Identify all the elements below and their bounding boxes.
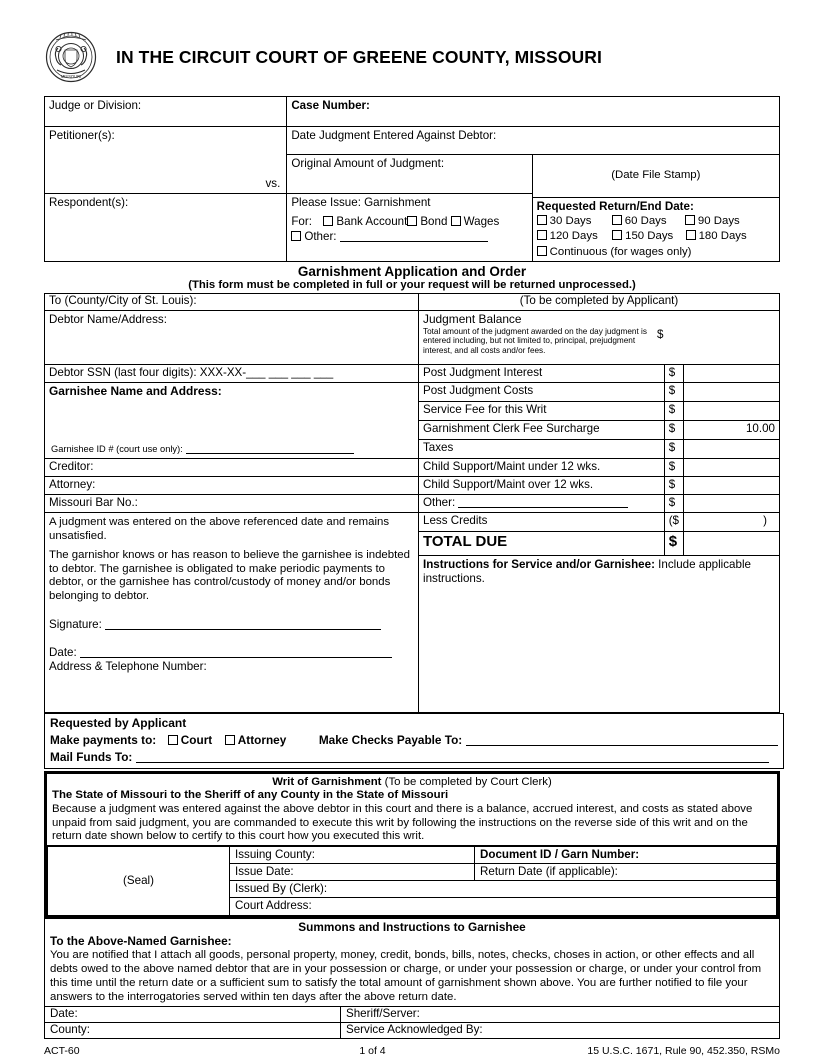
currency-symbol: $ xyxy=(664,383,683,402)
checkbox-90-days[interactable]: 90 Days xyxy=(685,215,740,227)
currency-symbol: $ xyxy=(664,421,683,440)
original-amount-label: Original Amount of Judgment: xyxy=(291,157,445,170)
writ-state-line: The State of Missouri to the Sheriff of any County in the State of Missouri xyxy=(52,789,449,802)
writ-header: Writ of Garnishment (To be completed by Court Clerk) The State of Missouri to the Sheriff of any County in the State of Missouri Because a judgment was entered against the above debtor in this court and there is a balance, accrued interest, and costs as stated above unpaid from said judgment, you are commanded to execute this writ by following the instructions on the reverse side of this writ and on the return date shown below to certify to this court how you executed this writ. xyxy=(47,774,777,845)
issued-by-clerk-label: Issued By (Clerk): xyxy=(235,882,328,896)
attorney-label: Attorney: xyxy=(49,478,96,492)
amount-label-cell: Taxes xyxy=(419,440,665,459)
garnishee-name-address-cell[interactable] xyxy=(45,383,419,459)
checkbox-120-days[interactable]: 120 Days xyxy=(537,230,598,242)
checkbox-icon[interactable] xyxy=(612,230,622,240)
attorney-cell[interactable] xyxy=(45,477,419,495)
checkbox-icon[interactable] xyxy=(407,216,417,226)
case-number-label: Case Number: xyxy=(291,99,370,112)
case-caption-table xyxy=(44,96,780,262)
checkbox-30-days[interactable]: 30 Days xyxy=(537,215,592,227)
checkbox-court[interactable]: Court xyxy=(168,733,212,747)
judge-or-division-label: Judge or Division: xyxy=(49,99,142,112)
currency-symbol: $ xyxy=(664,440,683,459)
amount-label-cell: Child Support/Maint under 12 wks. xyxy=(419,459,665,477)
page-header xyxy=(44,26,780,88)
service-acknowledged-label: Service Acknowledged By: xyxy=(346,1023,483,1037)
table-row xyxy=(45,714,784,768)
affidavit-paragraph-2: The garnishor knows or has reason to believe the garnishee is indebted to debtor. The garnishee is obligated to make periodic payments to debtor, or the garnishee has control/custody of money and/or bonds belonging to debtor. xyxy=(49,548,410,603)
page-footer xyxy=(44,1045,780,1057)
amount-value-cell[interactable] xyxy=(684,365,780,383)
amount-label-cell: Child Support/Maint over 12 wks. xyxy=(419,477,665,495)
court-address-cell[interactable] xyxy=(230,898,777,915)
table-row xyxy=(45,365,780,383)
less-credits-label-cell: Less Credits xyxy=(419,513,665,532)
debtor-ssn-label: Debtor SSN (last four digits): XXX-XX-___ ___ ___ ___ xyxy=(49,366,334,380)
other-input-line[interactable] xyxy=(340,241,488,242)
summons-body-cell xyxy=(45,919,780,1007)
petitioners-label: Petitioner(s): xyxy=(49,129,115,142)
summons-to-label: To the Above-Named Garnishee: xyxy=(50,934,232,949)
debtor-name-address-cell[interactable] xyxy=(45,311,419,365)
issuing-county-label: Issuing County: xyxy=(235,848,315,862)
amount-label-cell: Service Fee for this Writ xyxy=(419,402,665,421)
checkbox-180-days[interactable]: 180 Days xyxy=(686,230,747,242)
date-file-stamp-cell xyxy=(532,155,779,262)
case-number-cell[interactable] xyxy=(287,97,780,127)
checkbox-icon[interactable] xyxy=(686,230,696,240)
checkbox-bond[interactable]: Bond xyxy=(407,215,447,228)
return-date-cell[interactable] xyxy=(475,864,777,881)
date-file-stamp-label: (Date File Stamp) xyxy=(611,169,701,181)
table-row xyxy=(45,311,780,365)
service-date-label: Date: xyxy=(50,1007,78,1021)
table-row xyxy=(45,383,780,402)
respondents-label: Respondent(s): xyxy=(49,195,129,209)
page-title: IN THE CIRCUIT COURT OF GREENE COUNTY, MISSOURI xyxy=(116,46,602,67)
legal-citation: 15 U.S.C. 1671, Rule 90, 452.350, RSMo xyxy=(587,1045,780,1057)
table-row xyxy=(45,127,780,155)
currency-symbol: $ xyxy=(664,477,683,495)
amount-label-cell: Garnishment Clerk Fee Surcharge xyxy=(419,421,665,440)
table-row xyxy=(45,477,780,495)
date-input[interactable] xyxy=(80,657,392,658)
service-instructions-label: Instructions for Service and/or Garnishee: xyxy=(423,557,655,571)
make-checks-payable-label: Make Checks Payable To: xyxy=(318,732,463,747)
issue-date-label: Issue Date: xyxy=(235,865,294,879)
currency-symbol: ($ xyxy=(664,513,683,532)
service-acknowledged-cell[interactable] xyxy=(341,1023,780,1039)
please-issue-cell xyxy=(287,193,532,261)
table-row xyxy=(45,97,780,127)
petitioners-cell[interactable] xyxy=(45,127,287,194)
amount-value-cell[interactable] xyxy=(684,477,780,495)
table-row xyxy=(45,1023,780,1039)
currency-symbol: $ xyxy=(664,402,683,421)
creditor-label: Creditor: xyxy=(49,460,94,474)
amount-value-cell[interactable] xyxy=(684,459,780,477)
judge-or-division-cell[interactable] xyxy=(45,97,287,127)
please-issue-label: Please Issue: Garnishment xyxy=(291,195,431,209)
total-due-value[interactable] xyxy=(684,531,780,555)
less-credits-value-cell[interactable]: ) xyxy=(684,513,780,532)
seal-placeholder: (Seal) xyxy=(48,846,230,915)
other-amount-cell xyxy=(419,495,665,513)
debtor-ssn-cell[interactable] xyxy=(45,365,419,383)
garnishee-id-label: Garnishee ID # (court use only): xyxy=(51,444,183,455)
respondents-cell[interactable] xyxy=(45,193,287,261)
requested-by-applicant-table xyxy=(44,713,784,768)
service-date-cell[interactable] xyxy=(45,1007,341,1023)
table-row xyxy=(45,294,780,311)
checkbox-attorney[interactable]: Attorney xyxy=(225,733,287,747)
address-phone-label: Address & Telephone Number: xyxy=(49,660,207,674)
requested-by-applicant-cell xyxy=(45,714,784,768)
table-row xyxy=(45,459,780,477)
checkbox-icon[interactable] xyxy=(537,230,547,240)
checkbox-continuous[interactable]: Continuous (for wages only) xyxy=(537,246,692,258)
make-payments-to-label: Make payments to: xyxy=(50,732,157,747)
date-judgment-entered-cell[interactable] xyxy=(287,127,780,155)
affidavit-cell xyxy=(45,513,419,713)
mail-funds-to-label: Mail Funds To: xyxy=(50,750,133,765)
missouri-bar-no-cell[interactable] xyxy=(45,495,419,513)
signature-input[interactable] xyxy=(105,629,381,630)
requested-by-applicant-title: Requested by Applicant xyxy=(50,716,187,731)
checkbox-icon[interactable] xyxy=(451,216,461,226)
amount-value-cell[interactable] xyxy=(684,495,780,513)
service-county-label: County: xyxy=(50,1023,90,1037)
summons-body: You are notified that I attach all goods, personal property, money, credit, bonds, bills, notes, checks, choses in action, or other effects and all debts owed to the above named debtor that are in your possession or charge, or under your possession or charge, or under your control from this time until the return date or a sufficient sum to satisfy the total amount of garnishment shown above. You are further notified to file your answers to the interrogatories served within ten days after the above return date. xyxy=(50,949,762,1004)
judgment-balance-note: Total amount of the judgment awarded on the day judgment is entered including, but not limited to, principal, prejudgment interest, and all costs and/or fees. xyxy=(423,326,647,356)
garnishee-id-input[interactable] xyxy=(186,453,354,454)
mail-funds-to-input[interactable] xyxy=(136,762,769,763)
checkbox-60-days[interactable]: 60 Days xyxy=(612,215,667,227)
amount-value-cell[interactable] xyxy=(684,383,780,402)
checkbox-icon[interactable] xyxy=(612,215,622,225)
checkbox-icon[interactable] xyxy=(225,735,235,745)
currency-symbol: $ xyxy=(664,459,683,477)
debtor-name-address-label: Debtor Name/Address: xyxy=(49,313,167,327)
document-id-label: Document ID / Garn Number: xyxy=(480,848,640,862)
for-label: For: xyxy=(291,215,312,229)
other-amount-label: Other: xyxy=(423,496,456,510)
checkbox-icon[interactable] xyxy=(291,231,301,241)
form-id: ACT-60 xyxy=(44,1045,80,1057)
amount-value-cell[interactable]: 10.00 xyxy=(684,421,780,440)
total-due-label: TOTAL DUE xyxy=(419,531,665,555)
table-row xyxy=(45,513,780,532)
total-due-symbol: $ xyxy=(664,531,683,555)
make-checks-payable-input[interactable] xyxy=(466,745,778,746)
judgment-balance-label: Judgment Balance xyxy=(423,312,522,327)
form-subtitle: (This form must be completed in full or your request will be returned unprocessed.) xyxy=(188,279,636,292)
writ-of-garnishment-section xyxy=(44,771,780,919)
service-instructions-cell[interactable]: Instructions for Service and/or Garnishee: Include applicable instructions. xyxy=(419,555,780,713)
affidavit-paragraph-1: A judgment was entered on the above referenced date and remains unsatisfied. xyxy=(49,516,390,543)
requested-return-title: Requested Return/End Date: xyxy=(536,199,694,213)
checkbox-icon[interactable] xyxy=(537,246,547,256)
date-judgment-entered-label: Date Judgment Entered Against Debtor: xyxy=(291,129,497,142)
original-amount-cell[interactable] xyxy=(287,155,532,194)
currency-symbol: $ xyxy=(664,495,683,513)
return-date-label: Return Date (if applicable): xyxy=(480,865,618,879)
vs-label: vs. xyxy=(265,176,281,190)
checkbox-icon[interactable] xyxy=(685,215,695,225)
issued-by-clerk-cell[interactable] xyxy=(230,881,777,898)
table-row xyxy=(45,495,780,513)
currency-symbol: $ xyxy=(664,365,683,383)
checkbox-wages[interactable]: Wages xyxy=(451,215,500,228)
issue-date-cell[interactable] xyxy=(230,864,475,881)
missouri-state-seal-icon xyxy=(44,30,98,84)
table-row xyxy=(45,919,780,1007)
writ-body: Because a judgment was entered against the above debtor in this court and there is a balance, accrued interest, and costs as stated above unpaid from said judgment, you are commanded to execute this writ by following the instructions on the reverse side of this writ and on the return date shown below to certify to this court how you executed this writ. xyxy=(52,803,753,843)
summons-table xyxy=(44,919,780,1040)
amount-unpaid-header: (To be completed by Applicant) xyxy=(419,294,780,311)
document-id-cell[interactable] xyxy=(475,846,777,864)
sheriff-server-label: Sheriff/Server: xyxy=(346,1007,420,1021)
checkbox-150-days[interactable]: 150 Days xyxy=(612,230,673,242)
date-label: Date: xyxy=(49,646,77,660)
writ-title: Writ of Garnishment xyxy=(272,775,382,788)
checkbox-bank-account[interactable]: Bank Account xyxy=(323,215,407,228)
page-number: 1 of 4 xyxy=(359,1045,386,1057)
amount-value-cell[interactable] xyxy=(684,440,780,459)
issuing-county-cell[interactable] xyxy=(230,846,475,864)
sheriff-server-cell[interactable] xyxy=(341,1007,780,1023)
amount-label-cell: Post Judgment Interest xyxy=(419,365,665,383)
table-row xyxy=(48,846,777,864)
other-label: Other: xyxy=(304,230,337,244)
missouri-bar-no-label: Missouri Bar No.: xyxy=(49,496,138,510)
writ-details-table xyxy=(47,845,777,916)
to-county-header: To (County/City of St. Louis): xyxy=(45,294,419,311)
creditor-cell[interactable] xyxy=(45,459,419,477)
form-title: Garnishment Application and Order xyxy=(297,264,527,280)
garnishee-name-address-label: Garnishee Name and Address: xyxy=(49,384,222,399)
signature-label: Signature: xyxy=(49,618,102,631)
checkbox-icon[interactable] xyxy=(168,735,178,745)
checkbox-icon[interactable] xyxy=(323,216,333,226)
other-amount-input[interactable] xyxy=(458,507,628,508)
court-address-label: Court Address: xyxy=(235,899,312,913)
service-county-cell[interactable] xyxy=(45,1023,341,1039)
amount-label-cell: Post Judgment Costs xyxy=(419,383,665,402)
judgment-balance-cell xyxy=(419,311,780,365)
table-row xyxy=(45,1007,780,1023)
amount-value-cell[interactable] xyxy=(684,402,780,421)
summons-title: Summons and Instructions to Garnishee xyxy=(298,919,526,934)
svg-text:MISSOURI: MISSOURI xyxy=(60,74,82,79)
currency-symbol: $ xyxy=(657,328,664,342)
checkbox-icon[interactable] xyxy=(537,215,547,225)
application-table xyxy=(44,293,780,713)
